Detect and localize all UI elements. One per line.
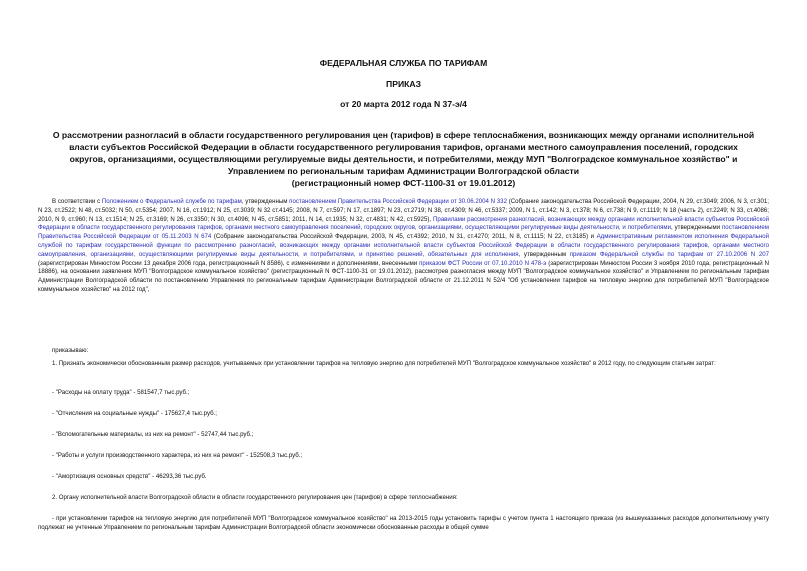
text-run: (зарегистрирован Минюстом России 3 ноября 2010 года, регистрационный N 18886), на основании заявления МУП "Волгоградское коммунальное хозяйство" (регистрационный N ФСТ-1100-31 от 19.01.2012), рассмотрев разногласия между МУП "Волгоградское коммунальное хозяйство" и Управлением по региональным тарифам Администрации Волгоградской области по постановлению Управления по региональным тарифам Администрации Волгоградской области от 21.12.2011 N 52/4 "Об установлении тарифов на тепловую энергию для потребителей МУП "Волгоградское коммунальное хозяйство" на 2012 год",	[38, 259, 769, 293]
link-dispute-rules[interactable]: Правилами рассмотрения разногласий, возникающих между органами исполнительной власти субъектов Российской Федерации в области государственного регулирования тарифов, органами местного самоуправления поселений, городских округов, организациями, осуществляющими регулируемые виды деятельности, и потребителями	[38, 215, 769, 232]
link-government-decree-332[interactable]: постановлением Правительства Российской Федерации от 30.06.2004 N 332	[289, 198, 507, 205]
text-run: (Собрание законодательства Российской Федерации, 2004, N 29, ст.3049; 2006, N 3, ст.301; N 23, ст.2522; N 48, ст.5032; N 50, ст.5354; 2007, N 16, ст.1912; N 25, ст.3039; N 32 ст.4145; 2008, N 7, ст.597; N 17, ст.1897; N 23, ст.2719; N 38, ст.4309; N 46, ст.5337; 2009, N 1, ст.142; N 3, ст.378; N 6, ст.738; N 9, ст.1119; N 18 (часть 2), ст.2249; N 33, ст.4086; 2010, N 9, ст.960; N 13, ст.1514; N 25, ст.3169; N 26, ст.3350; N 30, ст.4096; N 45, ст.5851; 2011, N 14, ст.1935; N 32, ст.4831; N 42, ст.5925),	[38, 198, 770, 223]
preamble-paragraph	[38, 198, 769, 295]
cost-item: - "Работы и услуги производственного характера, из них на ремонт" - 152508,3 тыс.руб.;	[52, 452, 303, 459]
link-regulation-fst[interactable]: Положением о Федеральной службе по тарифам	[101, 198, 242, 205]
text-run: В соответствии с	[52, 198, 102, 205]
orders-line: приказываю:	[52, 347, 89, 354]
link-fst-order-207[interactable]: приказом Федеральной службы по тарифам от 27.10.2006 N 207	[569, 250, 770, 258]
link-administrative-regulation[interactable]: Административным регламентом исполнения Федеральной службой по тарифам государственной функции по рассмотрению разногласий, возникающих между органами исполнительной власти субъектов Российской Федерации в области государственного регулирования тарифов, органами местного самоуправления, организациями, осуществляющими регулируемые виды деятельности, и потребителями, и принятию решений, обязательных для исполнения	[38, 233, 769, 258]
text-run: (зарегистрирован Минюстом России 13 декабря 2006 года, регистрационный N 8586), с изменениями и дополнениями, внесенными	[38, 259, 420, 267]
text-run: , утвержденным	[241, 198, 290, 205]
cost-item: - "Амортизация основных средств" - 46293,36 тыс.руб.	[52, 473, 207, 480]
document-date-number: от 20 марта 2012 года N 37-э/4	[340, 99, 467, 109]
cost-item: - "Вспомогательные материалы, из них на ремонт" - 52747,44 тыс.руб.;	[52, 431, 254, 438]
subject-line: Управлением по региональным тарифам Администрации Волгоградской области	[227, 166, 580, 176]
item-1-paragraph: 1. Признать экономически обоснованным размер расходов, учитываемых при установлении тарифов на тепловую энергию для потребителей МУП "Волгоградское коммунальное хозяйство" в 2012 году, по следующим статьям затрат:	[52, 360, 716, 367]
text-run: , утвержденными	[671, 224, 722, 232]
document-type: ПРИКАЗ	[386, 79, 421, 89]
cost-item: - "Отчисления на социальные нужды" - 175627,4 тыс.руб.;	[52, 410, 217, 417]
document-subject	[38, 129, 769, 189]
agency-title: ФЕДЕРАЛЬНАЯ СЛУЖБА ПО ТАРИФАМ	[319, 58, 488, 68]
item-2a-paragraph: - при установлении тарифов на тепловую энергию для потребителей МУП "Волгоградское коммунальное хозяйство" на 2013-2015 годы установить тарифы с учетом пункта 1 настоящего приказа (из вышеуказанных расходов дополнительному учету подлежат не учтенные Управлением по региональным тарифам Администрации Волгоградской области экономически обоснованные расходы в общей сумме	[38, 515, 769, 531]
item-2-paragraph: 2. Органу исполнительной власти Волгоградской области в области государственного регулирования цен (тарифов) в сфере теплоснабжения:	[52, 494, 458, 501]
subject-line: (регистрационный номер ФСТ-1100-31 от 19.01.2012)	[291, 178, 516, 188]
link-government-decree-674[interactable]: постановлением Правительства Российской Федерации от 05.11.2003 N 674	[38, 224, 769, 241]
subject-line: округов, организациями, осуществляющими регулируемые виды деятельности, и потребителями, между МУП "Волгоградское коммунальное хозяйство" и	[69, 154, 738, 164]
text-run: (Собрание законодательства Российской Федерации, 2003, N 45, ст.4392; 2010, N 31, ст.4270; 2011, N 8, ст.1115; N 22, ст.3185) и	[211, 233, 597, 241]
link-fst-order-478[interactable]: приказом ФСТ России от 07.10.2010 N 478-э	[419, 259, 547, 267]
subject-line: власти субъектов Российской Федерации в области государственного регулирования тарифов, органами местного самоуправления поселений, городских	[69, 142, 738, 152]
subject-line: О рассмотрении разногласий в области государственного регулирования цен (тарифов) в сфере теплоснабжения, возникающих между органами исполнительной	[52, 130, 755, 140]
cost-item: - "Расходы на оплату труда" - 581547,7 тыс.руб.;	[52, 389, 190, 396]
text-run: , утвержденным	[518, 250, 570, 258]
